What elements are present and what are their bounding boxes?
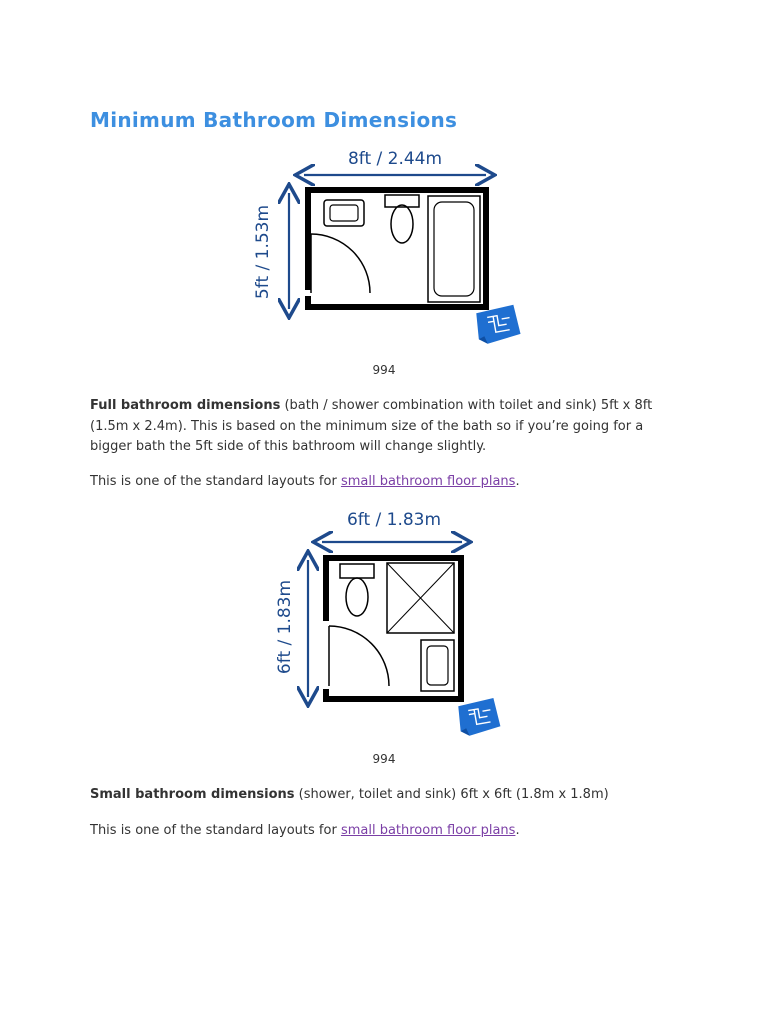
blueprint-icon <box>456 698 501 737</box>
toilet-tank <box>340 564 374 578</box>
layouts-note-prefix: This is one of the standard layouts for <box>90 474 341 489</box>
door-swing-arc <box>311 234 370 293</box>
small-bathroom-description <box>90 785 680 806</box>
figure-caption: 994 <box>372 363 396 377</box>
small-bathroom-plan <box>270 503 510 748</box>
small-bathroom-text: (shower, toilet and sink) 6ft x 6ft (1.8m x 1.8m) <box>294 787 609 802</box>
toilet-bowl <box>391 205 413 243</box>
layouts-note-suffix: . <box>515 474 520 489</box>
page-title: Minimum Bathroom Dimensions <box>90 108 458 132</box>
layouts-note-suffix: . <box>515 823 520 838</box>
full-bathroom-plan <box>240 140 540 355</box>
small-bathroom-heading: Small bathroom dimensions <box>90 787 295 802</box>
figure-caption: 994 <box>372 752 396 766</box>
blueprint-icon <box>474 304 521 345</box>
sink <box>421 640 454 691</box>
small-bathroom-plan-drawing <box>270 503 510 748</box>
width-dimension-label: 6ft / 1.83m <box>346 510 442 530</box>
full-bathroom-text: (bath / shower combination with toilet and sink) 5ft x 8ft (1.5m x 2.4m). This is based on the minimum size of the bath so if you’re going for a bigger bath the 5ft side of this bathroom will change slightly. <box>90 398 653 454</box>
bathtub <box>428 196 480 302</box>
small-bathroom-floor-plans-link[interactable]: small bathroom floor plans <box>340 823 516 838</box>
door-swing-arc <box>329 626 389 686</box>
full-bathroom-description <box>90 396 680 458</box>
width-dimension-label: 8ft / 2.44m <box>347 149 443 169</box>
full-bathroom-heading: Full bathroom dimensions <box>90 398 281 413</box>
layouts-note-prefix: This is one of the standard layouts for <box>90 823 341 838</box>
small-bathroom-floor-plans-link[interactable]: small bathroom floor plans <box>340 474 516 489</box>
height-dimension-label: 5ft / 1.53m <box>253 204 273 300</box>
height-dimension-label: 6ft / 1.83m <box>275 579 295 675</box>
layouts-note <box>90 472 680 493</box>
full-bathroom-plan-drawing <box>240 140 540 355</box>
toilet-bowl <box>346 578 368 616</box>
layouts-note <box>90 821 680 842</box>
